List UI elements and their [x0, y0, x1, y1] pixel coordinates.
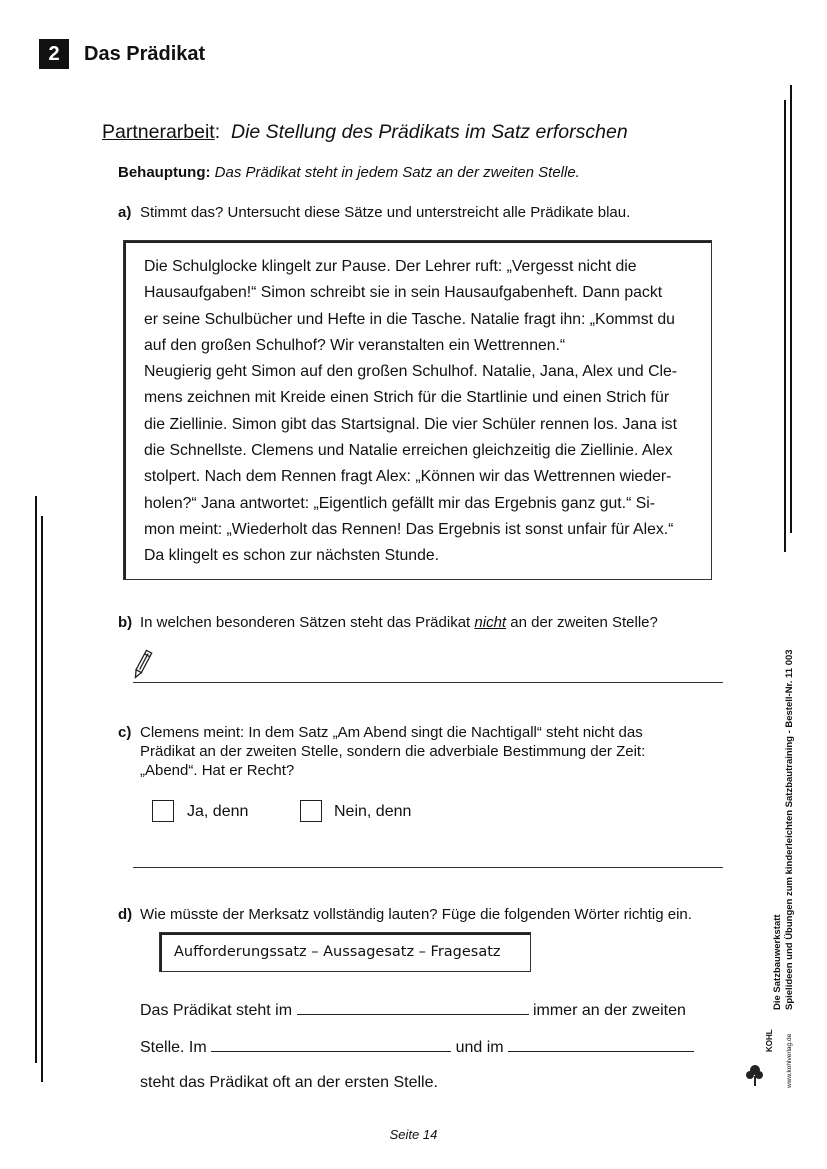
question-b-text: In welchen besonderen Sätzen steht das Prädikat: [140, 614, 475, 631]
checkbox-no[interactable]: [300, 800, 322, 822]
answer-line-b[interactable]: [133, 682, 723, 683]
question-b-emphasis: nicht: [474, 614, 507, 631]
story-line: die Schnellste. Clemens und Natalie erreichen gleichzeitig die Ziellinie. Alex: [144, 442, 673, 460]
story-box: [123, 240, 712, 580]
task-label: Partnerarbeit: [102, 121, 215, 143]
publisher-url: www.kohlverlag.de: [786, 1033, 793, 1088]
story-line: die Ziellinie. Simon gibt das Startsignal. Die vier Schüler rennen los. Jana ist: [144, 415, 677, 433]
cloze-line-2: [140, 1037, 694, 1057]
story-line: Da klingelt es schon zur nächsten Stunde.: [144, 547, 440, 565]
cloze-line-1: [140, 1000, 686, 1020]
claim-label: Behauptung:: [118, 164, 211, 181]
cloze-blank-2[interactable]: [211, 1037, 451, 1052]
question-b: [118, 614, 658, 631]
word-box: Aufforderungssatz – Aussagesatz – Fragesatz: [159, 932, 531, 972]
cloze-blank-3[interactable]: [508, 1037, 694, 1052]
chapter-title: Das Prädikat: [84, 43, 206, 65]
question-c-line1: Clemens meint: In dem Satz „Am Abend singt die Nachtigall“ steht nicht das: [140, 724, 643, 741]
right-margin-bar: [784, 100, 786, 552]
story-text: [144, 254, 698, 570]
cloze-text: und im: [455, 1039, 504, 1056]
story-line: Hausaufgaben!“ Simon schreibt sie in sein Hausaufgabenheft. Dann packt: [144, 284, 663, 302]
publisher-tree-logo-icon: [744, 1062, 766, 1088]
story-line: Neugierig geht Simon auf den großen Schulhof. Natalie, Jana, Alex und Cle-: [144, 363, 678, 381]
story-line: Die Schulglocke klingelt zur Pause. Der Lehrer ruft: „Vergesst nicht die: [144, 258, 637, 275]
task-separator: :: [214, 121, 221, 143]
story-line: mon meint: „Wiederholt das Rennen! Das Ergebnis ist sonst unfair für Alex.“: [144, 520, 674, 538]
task-title: [102, 121, 628, 144]
story-line: stolpert. Nach dem Rennen fragt Alex: „Können wir das Wettrennen wieder-: [144, 468, 672, 486]
publisher-title: Die Satzbauwerkstatt: [772, 914, 783, 1010]
question-c-line2: Prädikat an der zweiten Stelle, sondern die adverbiale Bestimmung der Zeit:: [140, 743, 646, 760]
story-line: holen?“ Jana antwortet: „Eigentlich gefällt mir das Ergebnis ganz gut.“ Si-: [144, 494, 656, 512]
option-yes-label: Ja, denn: [187, 803, 249, 820]
question-a-text: Stimmt das? Untersucht diese Sätze und unterstreicht alle Prädikate blau.: [140, 204, 631, 221]
question-d-letter: d): [118, 906, 133, 923]
checkbox-yes[interactable]: [152, 800, 174, 822]
story-line: er seine Schulbücher und Hefte in die Tasche. Natalie fragt ihn: „Kommst du: [144, 310, 675, 328]
question-b-letter: b): [118, 614, 133, 631]
cloze-blank-1[interactable]: [297, 1000, 529, 1015]
question-b-text-end: an der zweiten Stelle?: [506, 614, 658, 631]
cloze-text: steht das Prädikat oft an der ersten Stelle.: [140, 1074, 438, 1091]
chapter-number-badge: 2: [39, 39, 69, 69]
cloze-text: Stelle. Im: [140, 1039, 207, 1056]
cloze-text: Das Prädikat steht im: [140, 1002, 293, 1019]
question-a-letter: a): [118, 204, 132, 221]
question-a: [118, 204, 630, 221]
question-d-text: Wie müsste der Merksatz vollständig lauten? Füge die folgenden Wörter richtig ein.: [140, 906, 692, 923]
publisher-subtitle: Spielideen und Übungen zum kinderleichten Satzbautraining - Bestell-Nr. 11 003: [784, 649, 795, 1010]
right-margin-bar: [790, 85, 792, 533]
cloze-text: immer an der zweiten: [532, 1002, 686, 1019]
story-line: auf den großen Schulhof? Wir veranstalten ein Wettrennen.“: [144, 336, 566, 354]
claim: [118, 164, 580, 181]
pencil-icon: [131, 648, 153, 682]
task-heading: Die Stellung des Prädikats im Satz erforschen: [231, 121, 628, 143]
question-d: [118, 906, 692, 923]
story-line: mens zeichnen mit Kreide einen Strich für die Startlinie und einen Strich für: [144, 389, 670, 407]
answer-line-c[interactable]: [133, 867, 723, 868]
question-c-letter: c): [118, 724, 132, 741]
question-c-line3: „Abend“. Hat er Recht?: [140, 762, 295, 779]
left-margin-bar: [41, 516, 43, 1082]
publisher-logo: KOHL: [765, 1029, 774, 1052]
question-c: [118, 723, 645, 780]
option-no-label: Nein, denn: [334, 803, 412, 820]
page-number: Seite 14: [389, 1127, 438, 1142]
claim-text: Das Prädikat steht in jedem Satz an der zweiten Stelle.: [214, 164, 580, 181]
left-margin-bar: [35, 496, 37, 1063]
cloze-line-3: [140, 1074, 438, 1092]
